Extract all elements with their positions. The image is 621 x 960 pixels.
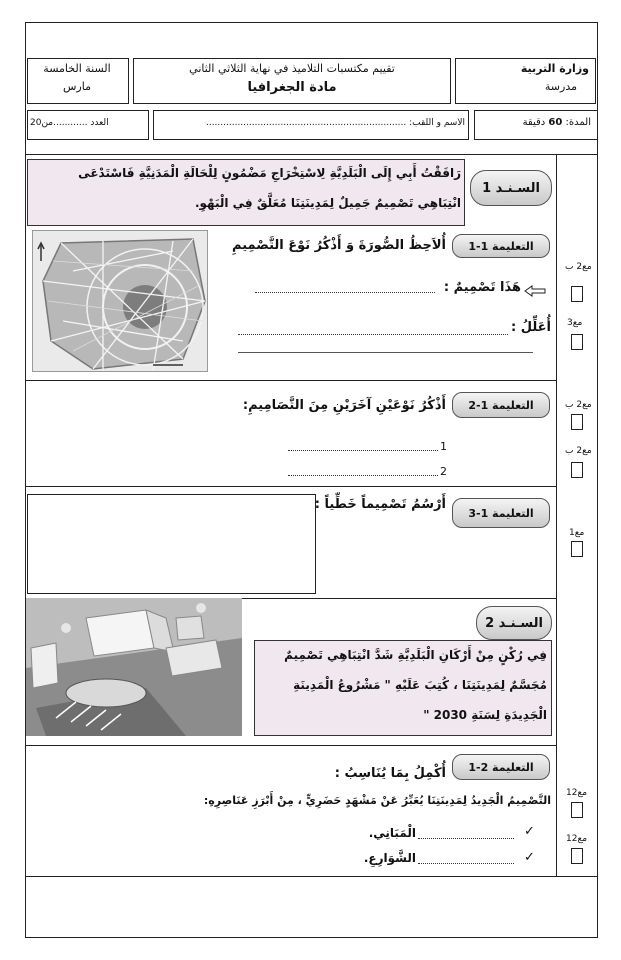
situation1-line1: رَافَقْتُ أَبِي إِلَى الْبَلَدِيَّةِ لِاسْتِخْرَاجِ مَضْمُونٍ لِلْحَالَةِ الْمَدَنِيَّةِ فَاسْتَدْعَى (78, 166, 461, 180)
bullet2-line[interactable] (418, 863, 514, 864)
situation2-line1: فِي رُكْنٍ مِنْ أَرْكَانِ الْبَلَدِيَّةِ شَدَّ انْتِبَاهِي تَصْمِيمٌ (284, 648, 547, 662)
task1-2-question: أَذْكُرُ نَوْعَيْنِ آخَرَيْنِ مِنَ التَّصَامِيمِ: (242, 398, 446, 413)
task1-3-score: مع1 (569, 528, 585, 538)
duration-unit: دقيقة (522, 117, 546, 128)
situation1-label: السـنـد 1 (470, 170, 552, 206)
drawing-area[interactable] (27, 494, 316, 594)
task2-1-checkbox-bottom[interactable] (571, 848, 583, 864)
task2-1-score-bottom: مع12 (566, 834, 588, 844)
bullet1-line[interactable] (418, 838, 514, 839)
task1-1-justify-line2[interactable] (238, 352, 533, 353)
task1-2-score-top: مع2 ب (565, 400, 592, 410)
task1-1-label: التعليمة 1-1 (452, 234, 550, 258)
task1-1-justify-line1[interactable] (238, 334, 508, 335)
situation2-line2: مُجَسَّمٌ لِمَدِينَتِنَا ، كُتِبَ عَلَيْهِ " مَشْرُوعُ الْمَدِينَةِ (293, 678, 547, 692)
task2-1-checkbox-top[interactable] (571, 802, 583, 818)
task1-3-checkbox[interactable] (571, 541, 583, 557)
task1-1-checkbox-bottom[interactable] (571, 334, 583, 350)
arrow-left-icon (524, 282, 546, 294)
task1-2-checkbox-top[interactable] (571, 414, 583, 430)
level: السنة الخامسة (43, 62, 111, 75)
task1-1-score-bottom: مع3 (567, 318, 583, 328)
name-field[interactable] (206, 118, 465, 128)
bullet2-check-icon: ✓ (524, 850, 535, 865)
task1-2-checkbox-bottom[interactable] (571, 462, 583, 478)
task1-1-justify: أُعَلِّلُ : (511, 320, 551, 335)
task1-1-checkbox-top[interactable] (571, 286, 583, 302)
situation1-line2: انْتِبَاهِي تَصْمِيمٌ جَمِيلٌ لِمَدِينَتِنَا مُعَلَّقٌ فِي الْبَهْوِ. (194, 196, 461, 210)
duration-value: 60 (548, 117, 563, 128)
rule-5 (25, 876, 598, 877)
school: مدرسة (544, 80, 577, 93)
month: مارس (63, 80, 91, 93)
rule-header-bottom (25, 154, 598, 155)
grade-value: ............من20 (30, 118, 88, 128)
task1-1-answer-line[interactable] (255, 292, 435, 293)
task2-1-question: أُكْمِلُ بِمَا يُنَاسِبُ : (334, 766, 446, 781)
grade-label: العدد (90, 118, 109, 128)
bullet1-check-icon: ✓ (524, 824, 535, 839)
task1-2-score-bottom: مع2 ب (565, 446, 592, 456)
bullet2-text: الشَّوَارِعِ. (363, 851, 416, 865)
situation2-label: السـنـد 2 (476, 606, 552, 640)
task1-2-item2: 2 (440, 465, 447, 478)
task1-1-score-top: مع2 ب (565, 262, 592, 272)
duration-label: المدة: (565, 117, 591, 128)
name-dots: ...................................................................... (205, 118, 407, 128)
rule-1 (25, 380, 556, 381)
subject-title: مادة الجغرافيا (247, 80, 337, 95)
rule-2 (25, 486, 556, 487)
task2-1-score-top: مع12 (566, 788, 588, 798)
task2-1-label: التعليمة 2-1 (452, 754, 550, 780)
task2-1-sentence: التَّصْمِيمُ الْجَدِيدُ لِمَدِينَتِنَا يُعَبِّرُ عَنْ مَشْهَدٍ حَضَرِيٍّ ، مِنْ أَبْرَزِ عَنَاصِرِهِ: (203, 794, 551, 807)
name-label: الاسم و اللقب: (409, 118, 465, 128)
exam-title: تقييم مكتسبات التلاميذ في نهاية الثلاثي الثاني (189, 62, 395, 75)
score-column-divider (556, 154, 557, 876)
task1-2-line1[interactable] (288, 450, 438, 451)
duration (523, 117, 591, 128)
situation2-line3: الْجَدِيدَةِ لِسَنَةِ 2030 " (423, 708, 547, 722)
city-model-drawing (26, 598, 242, 736)
city-plan-image (32, 230, 208, 372)
task1-1-answer-prefix: هَذَا تَصْمِيمٌ : (443, 280, 521, 295)
city-model-image (26, 598, 242, 736)
city-plan-drawing (33, 231, 208, 372)
task1-2-line2[interactable] (288, 475, 438, 476)
task1-2-label: التعليمة 1-2 (452, 392, 550, 418)
rule-4 (25, 745, 556, 746)
task1-1-question: أُلاَحِظُ الصُّورَةَ وَ أَذْكُرُ نَوْعَ التَّصْمِيمِ (232, 238, 446, 253)
task1-3-question: أَرْسُمُ تَصْمِيماً خَطِّياً : (314, 497, 446, 512)
ministry: وزارة التربية (520, 62, 589, 75)
task1-3-label: التعليمة 1-3 (452, 498, 550, 528)
grade-field (30, 118, 109, 128)
task1-2-item1: 1 (440, 440, 447, 453)
bullet1-text: الْمَبَانِي. (368, 826, 416, 840)
arrow-left-shape (524, 285, 546, 297)
